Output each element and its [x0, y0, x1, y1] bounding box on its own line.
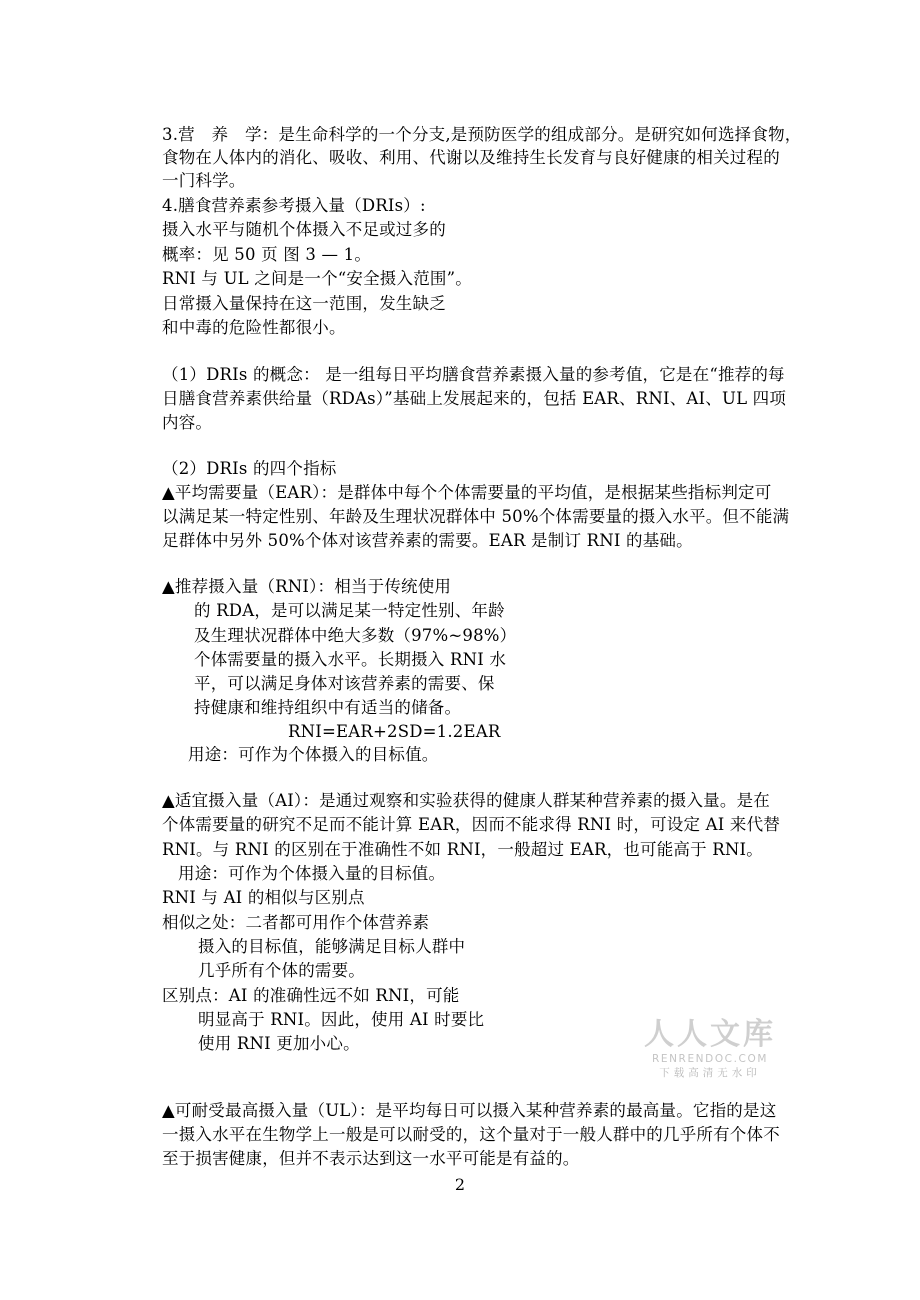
- text-line-35: 使用 RNI 更加小心。: [198, 1034, 360, 1053]
- text-line-7: RNI 与 UL 之间是一个“安全摄入范围”。: [162, 269, 472, 288]
- text-line-16: 足群体中另外 50%个体对该营养素的需要。EAR 是制订 RNI 的基础。: [162, 531, 693, 550]
- watermark-title: 人人文库: [644, 1017, 776, 1052]
- text-line-23: RNI=EAR+2SD=1.2EAR: [288, 722, 501, 741]
- text-line-17: ▲推荐摄入量（RNI）：相当于传统使用: [162, 577, 452, 596]
- text-line-36: ▲可耐受最高摄入量（UL）：是平均每日可以摄入某种营养素的最高量。它指的是这: [162, 1101, 777, 1120]
- text-line-11: 日膳食营养素供给量（RDAs）”基础上发展起来的，包括 EAR、RNI、AI、UL 四项: [162, 389, 787, 408]
- text-line-29: RNI 与 AI 的相似与区别点: [162, 888, 365, 907]
- text-line-6: 概率：见 50 页 图 3 — 1。: [162, 245, 372, 264]
- watermark-site: RENRENDOC.COM: [651, 1053, 769, 1065]
- text-line-14: ▲平均需要量（EAR）：是群体中每个个体需要量的平均值，是根据某些指标判定可: [162, 483, 772, 502]
- text-line-38: 至于损害健康，但并不表示达到这一水平可能是有益的。: [162, 1149, 580, 1168]
- text-line-22: 持健康和维持组织中有适当的储备。: [194, 698, 462, 717]
- text-line-28: 用途：可作为个体摄入量的目标值。: [178, 864, 446, 883]
- text-line-1: 3.营 养 学：是生命科学的一个分支,是预防医学的组成部分。是研究如何选择食物，: [162, 125, 802, 144]
- text-line-24: 用途：可作为个体摄入的目标值。: [188, 745, 439, 764]
- text-line-25: ▲适宜摄入量（AI）：是通过观察和实验获得的健康人群某种营养素的摄入量。是在: [162, 791, 770, 810]
- text-line-26: 个体需要量的研究不足而不能计算 EAR，因而不能求得 RNI 时，可设定 AI 来代替: [162, 815, 781, 834]
- watermark-tagline: 下载高清无水印: [659, 1067, 761, 1079]
- text-line-15: 以满足某一特定性别、年龄及生理状况群体中 50%个体需要量的摄入水平。但不能满: [162, 507, 790, 526]
- text-line-18: 的 RDA，是可以满足某一特定性别、年龄: [194, 601, 505, 620]
- text-line-20: 个体需要量的摄入水平。长期摄入 RNI 水: [194, 650, 507, 669]
- text-line-5: 摄入水平与随机个体摄入不足或过多的: [162, 220, 446, 239]
- text-line-27: RNI。与 RNI 的区别在于准确性不如 RNI，一般超过 EAR，也可能高于 RNI。: [162, 840, 763, 859]
- text-line-33: 区别点：AI 的准确性远不如 RNI，可能: [162, 986, 460, 1005]
- text-line-31: 摄入的目标值，能够满足目标人群中: [198, 937, 466, 956]
- text-line-21: 平，可以满足身体对该营养素的需要、保: [194, 674, 495, 693]
- text-line-3: 一门科学。: [162, 171, 246, 190]
- text-line-32: 几乎所有个体的需要。: [198, 961, 365, 980]
- text-line-9: 和中毒的危险性都很小。: [162, 318, 346, 337]
- text-line-10: （1）DRIs 的概念： 是一组每日平均膳食营养素摄入量的参考值，它是在“推荐的每: [162, 365, 785, 384]
- text-line-30: 相似之处：二者都可用作个体营养素: [162, 913, 430, 932]
- text-line-8: 日常摄入量保持在这一范围，发生缺乏: [162, 294, 446, 313]
- text-line-4: 4.膳食营养素参考摄入量（DRIs）:: [162, 196, 426, 215]
- text-line-13: （2）DRIs 的四个指标: [162, 459, 337, 478]
- text-line-12: 内容。: [162, 413, 213, 432]
- text-line-19: 及生理状况群体中绝大多数（97%~98%）: [194, 626, 517, 645]
- text-line-2: 食物在人体内的消化、吸收、利用、代谢以及维持生长发育与良好健康的相关过程的: [162, 148, 780, 167]
- page-number: 2: [454, 1175, 466, 1194]
- text-line-34: 明显高于 RNI。因此，使用 AI 时要比: [198, 1010, 485, 1029]
- text-line-37: 一摄入水平在生物学上一般是可以耐受的，这个量对于一般人群中的几乎所有个体不: [162, 1125, 780, 1144]
- watermark: [636, 1018, 784, 1080]
